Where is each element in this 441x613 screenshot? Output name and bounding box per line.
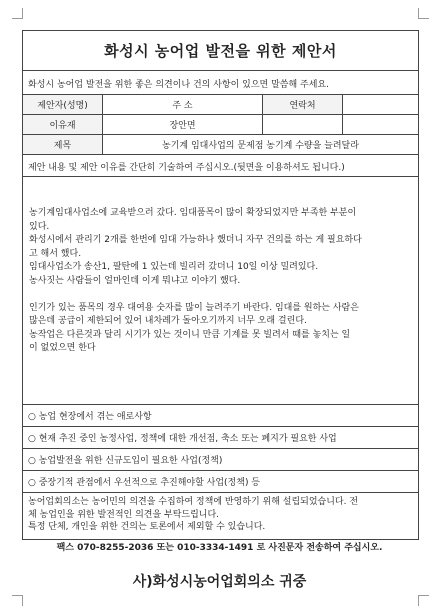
section-long-term: ○ 중장기적 관점에서 우선적으로 추진해야할 사업(정책) 등	[23, 471, 418, 493]
form-guide: 제안 내용 및 제안 이유를 간단히 기술하여 주십시오.(뒷면을 이용하셔도 됩니다.)	[23, 155, 418, 177]
field-empty-cell-2	[343, 115, 418, 134]
body-line: 농작업은 다른것과 달리 시기가 있는 것이니 만큼 기계를 못 빌려서 때를 놓치는 일	[29, 329, 351, 340]
section-hardships: ○ 농업 현장에서 겪는 애로사항	[23, 405, 418, 427]
body-line: 많은데 공급이 제한되어 있어 내차례가 돌아오기까지 너무 오래 걸린다.	[29, 316, 307, 326]
contact-instruction: 팩스 070-8255-2036 또는 010-3334-1491 로 사진문자 전송하여 주십시오.	[56, 543, 383, 553]
field-empty-cell	[263, 115, 343, 134]
section-improvements: ○ 현재 추진 중인 농정사업, 정책에 대한 개선점, 축소 또는 폐지가 필요한 사업	[23, 427, 418, 449]
form-title: 화성시 농어업 발전을 위한 제안서	[23, 31, 418, 71]
body-line: 임대사업소가 송산1, 팔탄에 1 있는데 빌리러 갔더니 10일 이상 밀려있다.	[29, 262, 319, 272]
body-line: 있다.	[29, 221, 50, 232]
body-line: 농사짓는 사람들이 얼마인데 이게 뭐냐고 이야기 했다.	[29, 275, 241, 286]
subject-row	[23, 135, 418, 155]
body-gap	[29, 288, 412, 302]
section-new-projects: ○ 농업발전을 위한 신규도입이 필요한 사업(정책)	[23, 449, 418, 471]
field-row	[23, 115, 418, 135]
body-line: 이 없었으면 한다	[29, 343, 96, 353]
proposer-row	[23, 95, 418, 115]
subject-value[interactable]: 농기계 임대사업의 문제점 농기계 수량을 늘려달라	[162, 141, 359, 151]
contact-label: 연락처	[263, 95, 343, 114]
footer-line: 특정 단체, 개인을 위한 건의는 토론에서 제외할 수 있습니다.	[28, 522, 266, 532]
page-corner-bottom-right	[418, 595, 429, 606]
subject-label: 제목	[23, 135, 103, 154]
footer-line: 체 농업인을 위한 발전적인 의견을 부탁드립니다.	[28, 509, 220, 520]
page-corner-bottom-left	[12, 595, 23, 606]
footer-line: 농어업회의소는 농어민의 의견을 수집하여 정책에 반영하기 위해 설립되었습니다. 전	[28, 497, 359, 507]
page-corner-top-right	[418, 8, 429, 19]
proposal-form	[22, 30, 419, 540]
body-line: 고 해서 했다.	[29, 248, 82, 259]
proposer-label: 제안자(성명)	[23, 95, 103, 114]
proposer-value[interactable]: 주 소	[103, 95, 263, 114]
contact-value[interactable]	[343, 95, 418, 114]
signature: 사)화성시농어업회의소 귀중	[132, 574, 307, 590]
field-value[interactable]: 장안면	[103, 115, 263, 134]
page-corner-top-left	[12, 8, 23, 19]
body-line: 농기계임대사업소에 교육받으러 갔다. 임대품목이 많이 확장되었지만 부족한 부분이	[29, 208, 357, 218]
proposal-body[interactable]	[23, 177, 418, 405]
field-label: 이유재	[23, 115, 103, 134]
body-line: 화성시에서 관리기 2개를 한번에 임대 가능하나 했더니 자꾸 건의를 하는 게 필요하다	[29, 235, 362, 245]
form-intro: 화성시 농어업 발전을 위한 좋은 의견이나 건의 사항이 있으면 말씀해 주세요.	[23, 71, 418, 95]
form-footer-note	[23, 493, 418, 539]
body-line: 인기가 있는 품목의 경우 대여용 숫자를 많이 늘려주기 바란다. 임대를 원하는 사람은	[29, 302, 359, 313]
